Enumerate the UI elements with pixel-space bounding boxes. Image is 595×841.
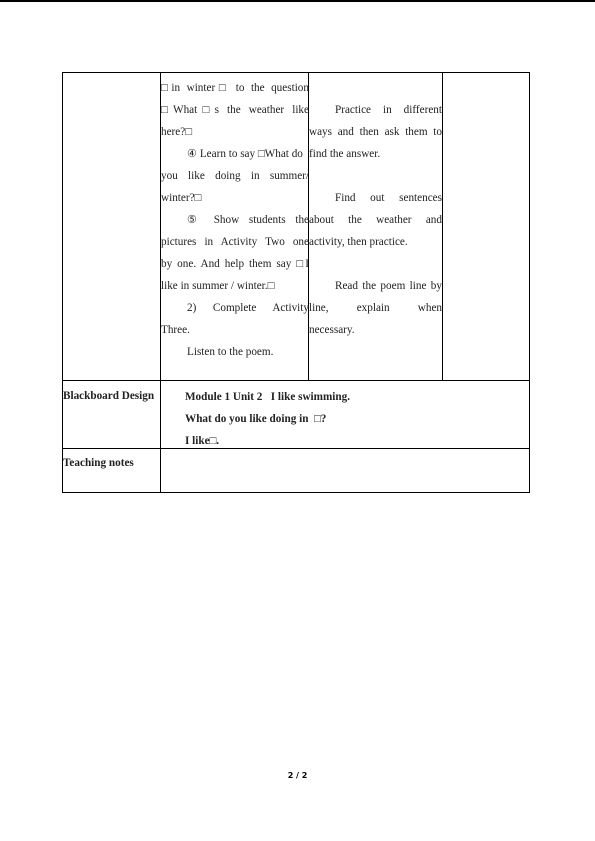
teacher-line-1: □in winter□ to the question — [161, 82, 309, 94]
spacer — [309, 165, 442, 187]
student-line-9: necessary. — [309, 324, 355, 336]
student-line-6: activity, then practice. — [309, 236, 408, 248]
student-line-7: Read the poem line by — [335, 280, 442, 292]
student-line-2: ways and then ask them to — [309, 126, 442, 138]
teacher-line-11: 2) Complete Activity — [187, 302, 309, 314]
student-line-5: about the weather and — [309, 214, 442, 226]
table-right-border — [529, 72, 530, 493]
table-top-border — [62, 72, 530, 73]
teacher-activities — [161, 77, 309, 363]
student-line-4: Find out sentences — [335, 192, 442, 204]
teacher-line-12: Three. — [161, 324, 190, 336]
table-bottom-border — [62, 492, 530, 493]
teacher-line-9: by one. And help them say □I — [161, 258, 309, 270]
student-line-1: Practice in different — [335, 104, 442, 116]
student-line-3: find the answer. — [309, 148, 381, 160]
blackboard-line-2: What do you like doing in □? — [185, 413, 327, 425]
teacher-line-8: pictures in Activity Two one — [161, 236, 309, 248]
teacher-line-13: Listen to the poem. — [187, 346, 274, 358]
student-activities — [309, 99, 442, 341]
blackboard-design-label: Blackboard Design — [63, 390, 155, 402]
student-line-8: line, explain when — [309, 302, 442, 314]
teacher-line-7: ⑤ Show students the — [187, 214, 309, 226]
spacer — [309, 253, 442, 275]
teacher-line-4: ④ Learn to say □What do — [187, 148, 303, 160]
teacher-line-6: winter?□ — [161, 192, 202, 204]
blackboard-content — [185, 386, 525, 452]
top-rule — [0, 0, 595, 2]
teacher-line-10: like in summer / winter.□ — [161, 280, 275, 292]
teacher-line-2: □What□s the weather like — [161, 104, 309, 116]
teaching-notes-label: Teaching notes — [63, 457, 134, 469]
column-divider-3 — [442, 72, 443, 381]
blackboard-line-1: Module 1 Unit 2 I like swimming. — [185, 391, 351, 403]
blackboard-line-3: I like□. — [185, 435, 220, 447]
table-left-border — [62, 72, 63, 493]
page-number: 2 / 2 — [287, 771, 308, 780]
teacher-line-5: you like doing in summer/ — [161, 170, 309, 182]
row-divider-1 — [62, 380, 530, 381]
teacher-line-3: here?□ — [161, 126, 192, 138]
